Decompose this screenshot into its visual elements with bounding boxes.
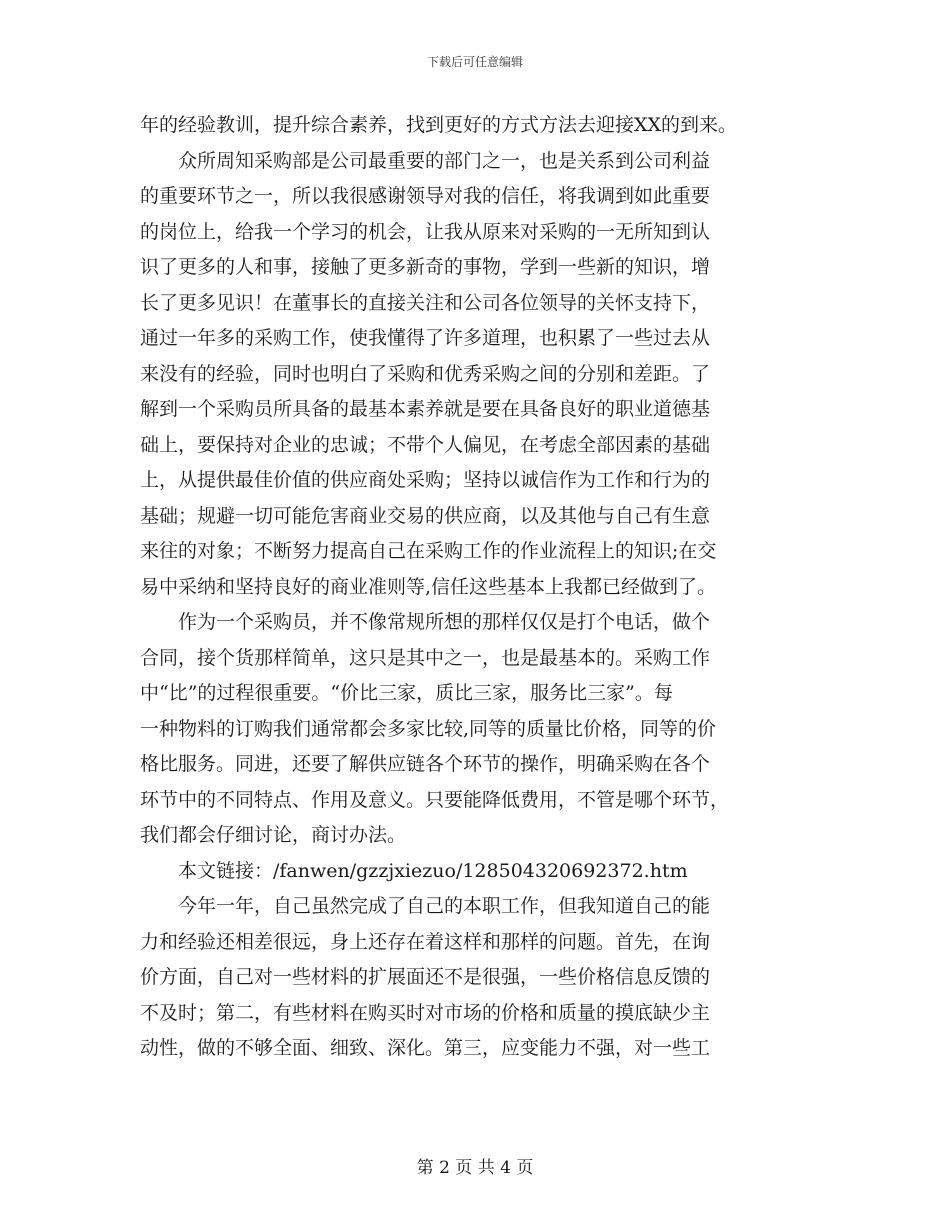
text-line: 今年一年，自己虽然完成了自己的本职工作，但我知道自己的能 (140, 895, 711, 917)
text-line: 识了更多的人和事，接触了更多新奇的事物，学到一些新的知识，增 (140, 256, 711, 278)
text-line: 环节中的不同特点、作用及意义。只要能降低费用，不管是哪个环节， (140, 788, 730, 811)
text-line: 的重要环节之一，所以我很感谢领导对我的信任，将我调到如此重要 (140, 185, 711, 207)
text-line: 通过一年多的采购工作，使我懂得了许多道理，也积累了一些过去从 (140, 327, 711, 349)
text-line: 长了更多见识！在董事长的直接关注和公司各位领导的关怀支持下， (140, 291, 711, 314)
text-line: 年的经验教训，提升综合素养，找到更好的方式方法去迎接XX的到来。 (140, 114, 738, 136)
text-line: 中“比”的过程很重要。“价比三家，质比三家，服务比三家”。每 (140, 682, 673, 704)
text-line: 一种物料的订购我们通常都会多家比较,同等的质量比价格，同等的价 (140, 717, 717, 740)
text-line: 价方面，自己对一些材料的扩展面还不是很强，一些价格信息反馈的 (140, 966, 711, 988)
text-line: 合同，接个货那样简单，这只是其中之一，也是最基本的。采购工作 (140, 646, 711, 669)
text-line: 动性，做的不够全面、细致、深化。第三，应变能力不强，对一些工 (140, 1037, 711, 1059)
text-line: 来往的对象；不断努力提高自己在采购工作的作业流程上的知识;在交 (140, 540, 717, 562)
text-line: 解到一个采购员所具备的最基本素养就是要在具备良好的职业道德基 (140, 398, 711, 420)
text-line: 作为一个采购员，并不像常规所想的那样仅仅是打个电话，做个 (140, 611, 711, 633)
text-line: 上，从提供最佳价值的供应商处采购；坚持以诚信作为工作和行为的 (140, 469, 711, 491)
article-link: 本文链接：/fanwen/gzzjxiezuo/128504320692372.htm (140, 859, 688, 882)
text-line: 力和经验还相差很远，身上还存在着这样和那样的问题。首先，在询 (140, 930, 711, 953)
text-line: 来没有的经验，同时也明白了采购和优秀采购之间的分别和差距。了 (140, 362, 711, 385)
text-line: 我们都会仔细讨论，商讨办法。 (140, 824, 407, 846)
document-body (140, 108, 820, 1067)
text-line: 格比服务。同进，还要了解供应链各个环节的操作，明确采购在各个 (140, 753, 711, 775)
page-footer: 第 2 页 共 4 页 (416, 1158, 534, 1178)
text-line: 础上，要保持对企业的忠诚；不带个人偏见，在考虑全部因素的基础 (140, 433, 711, 456)
page-header: 下载后可任意编辑 (426, 55, 523, 69)
text-line: 易中采纳和坚持良好的商业准则等,信任这些基本上我都已经做到了。 (140, 575, 717, 598)
text-line: 的岗位上，给我一个学习的机会，让我从原来对采购的一无所知到认 (140, 220, 711, 243)
text-line: 众所周知采购部是公司最重要的部门之一，也是关系到公司利益 (140, 149, 711, 172)
text-line: 基础；规避一切可能危害商业交易的供应商，以及其他与自己有生意 (140, 504, 711, 527)
text-line: 不及时；第二，有些材料在购买时对市场的价格和质量的摸底缺少主 (140, 1001, 711, 1024)
